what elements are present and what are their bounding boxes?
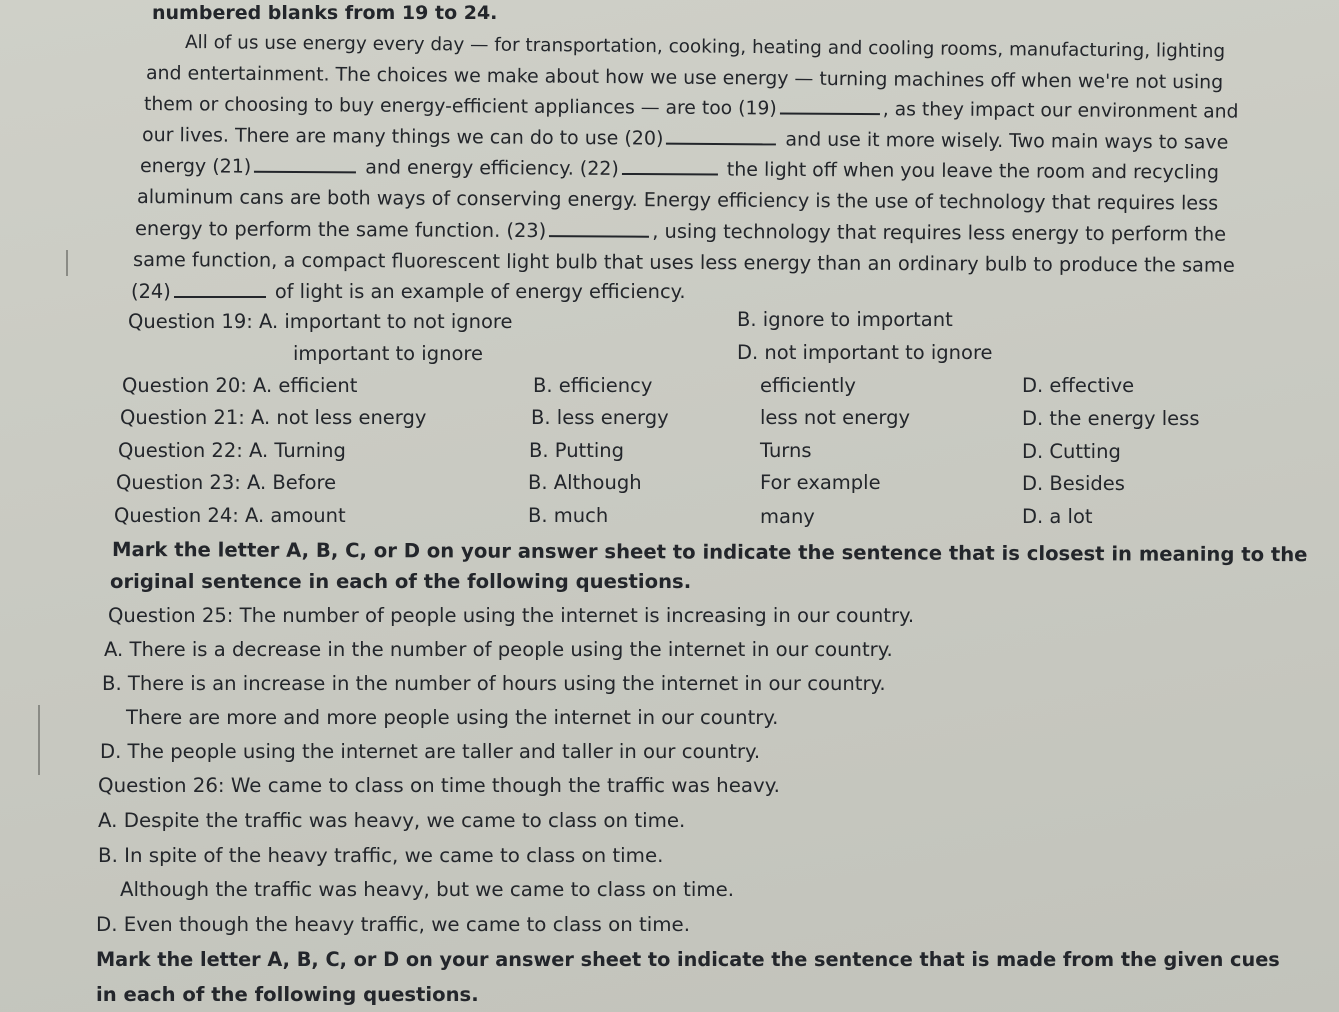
blank-19[interactable]	[780, 92, 880, 115]
blank-21[interactable]	[254, 151, 356, 174]
blank-24[interactable]	[174, 276, 266, 298]
question-21-option-c: less not energy	[760, 406, 911, 429]
question-26-option-a: A. Despite the traffic was heavy, we came to class on time.	[98, 809, 686, 832]
margin-mark	[38, 705, 40, 775]
instruction-heading: original sentence in each of the following questions.	[110, 570, 692, 593]
passage-text: them or choosing to buy energy-efficient appliances — are too (19)	[143, 94, 777, 120]
question-22-option-c: Turns	[760, 439, 812, 462]
question-25-stem: Question 25: The number of people using the internet is increasing in our country.	[108, 604, 915, 627]
passage-text: and use it more wisely. Two main ways to save	[785, 128, 1229, 154]
passage-line: aluminum cans are both ways of conserving energy. Energy efficiency is the use of technology that requires less	[136, 185, 1219, 215]
question-24-option-c: many	[760, 505, 815, 528]
question-19-option-a: Question 19: A. important to not ignore	[128, 310, 513, 333]
question-24-option-d: D. a lot	[1022, 505, 1093, 528]
instruction-heading: Mark the letter A, B, C, or D on your answer sheet to indicate the sentence that is closest in meaning to the	[111, 538, 1308, 567]
question-23-option-a: Question 23: A. Before	[116, 471, 337, 494]
question-22-option-a: Question 22: A. Turning	[118, 439, 346, 462]
passage-heading: numbered blanks from 19 to 24.	[152, 2, 498, 24]
question-20-option-a: Question 20: A. efficient	[122, 374, 358, 397]
passage-text: of light is an example of energy efficiency.	[274, 280, 686, 303]
question-23-option-d: D. Besides	[1022, 472, 1125, 495]
question-26-option-d: D. Even though the heavy traffic, we came to class on time.	[96, 913, 690, 936]
passage-line	[135, 213, 1226, 250]
passage-text: and energy efficiency. (22)	[365, 156, 619, 180]
passage-line: All of us use energy every day — for transportation, cooking, heating and cooling rooms, manufacturing, lighting	[184, 32, 1226, 63]
question-21-option-d: D. the energy less	[1022, 407, 1200, 430]
question-25-option-b: B. There is an increase in the number of hours using the internet in our country.	[102, 672, 886, 695]
question-26-option-c: Although the traffic was heavy, but we came to class on time.	[120, 878, 735, 901]
question-26-option-b: B. In spite of the heavy traffic, we came to class on time.	[98, 844, 664, 867]
question-26-stem: Question 26: We came to class on time though the traffic was heavy.	[98, 774, 780, 797]
passage-text: our lives. There are many things we can do to use (20)	[141, 124, 664, 150]
question-25-option-c: There are more and more people using the internet in our country.	[126, 706, 779, 729]
passage-line	[140, 150, 1219, 188]
question-22-option-d: D. Cutting	[1022, 440, 1121, 463]
blank-22[interactable]	[622, 153, 718, 176]
question-25-option-d: D. The people using the internet are taller and taller in our country.	[100, 740, 761, 763]
blank-20[interactable]	[666, 123, 776, 146]
instruction-heading: Mark the letter A, B, C, or D on your answer sheet to indicate the sentence that is made from the given cues	[96, 948, 1280, 971]
question-21-option-a: Question 21: A. not less energy	[120, 406, 427, 429]
question-21-option-b: B. less energy	[531, 406, 669, 429]
question-25-option-a: A. There is a decrease in the number of people using the internet in our country.	[104, 638, 893, 661]
passage-text: , as they impact our environment and	[882, 99, 1239, 123]
passage-line: and entertainment. The choices we make about how we use energy — turning machines off when we're not using	[145, 62, 1224, 94]
passage-text: the light off when you leave the room and recycling	[726, 158, 1219, 184]
question-22-option-b: B. Putting	[529, 439, 624, 462]
question-20-option-c: efficiently	[760, 374, 856, 397]
passage-text: (24)	[131, 280, 171, 303]
question-20-option-b: B. efficiency	[533, 374, 653, 397]
question-19-option-b: B. ignore to important	[737, 308, 953, 331]
passage-text: energy (21)	[139, 155, 252, 178]
question-19-option-c: important to ignore	[293, 342, 483, 365]
question-24-option-b: B. much	[528, 504, 609, 527]
blank-23[interactable]	[549, 215, 649, 238]
margin-mark	[66, 250, 68, 276]
passage-line	[131, 276, 685, 307]
question-20-option-d: D. effective	[1022, 374, 1135, 397]
passage-text: , using technology that requires less energy to perform the	[652, 219, 1227, 246]
passage-text: energy to perform the same function. (23)	[134, 217, 547, 243]
instruction-heading: in each of the following questions.	[96, 983, 479, 1006]
passage-line: same function, a compact fluorescent light bulb that uses less energy than an ordinary bulb to produce the same	[132, 248, 1235, 277]
question-24-option-a: Question 24: A. amount	[114, 504, 346, 527]
question-23-option-b: B. Although	[528, 471, 642, 494]
question-23-option-c: For example	[760, 471, 881, 494]
question-19-option-d: D. not important to ignore	[737, 341, 993, 364]
